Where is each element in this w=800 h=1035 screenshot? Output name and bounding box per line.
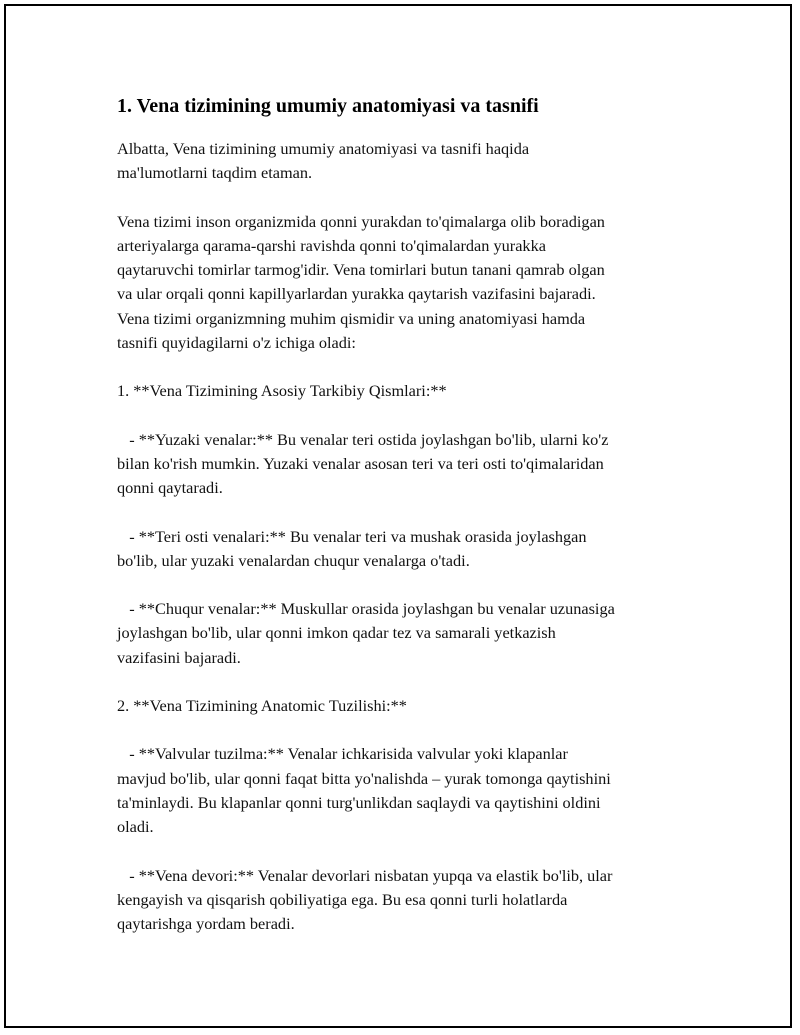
document-body (117, 92, 717, 936)
list-item-subcutaneous-veins: - **Teri osti venalari:** Bu venalar teri va mushak orasida joylashgan bo'lib, ular yuzaki venalardan chuqur venalarga o'tadi. (117, 526, 587, 570)
list-item-valvular-structure: - **Valvular tuzilma:** Venalar ichkarisida valvular yoki klapanlar mavjud bo'lib, ular qonni faqat bitta yo'nalishda – yurak tomonga qaytishini ta'minlaydi. Bu klapanlar qonni turg'unlikdan saqlaydi va qaytishini oldini oladi. (117, 744, 611, 837)
intro-paragraph: Albatta, Vena tizimining umumiy anatomiyasi va tasnifi haqida ma'lumotlarni taqdim etaman. (117, 139, 530, 183)
list-item-superficial-veins: - **Yuzaki venalar:** Bu venalar teri ostida joylashgan bo'lib, ularni ko'z bilan ko'rish mumkin. Yuzaki venalar asosan teri va teri osti to'qimalaridan qonni qaytaradi. (117, 429, 609, 498)
definition-paragraph: Vena tizimi inson organizmida qonni yurakdan to'qimalarga olib boradigan arteriyalarga qarama-qarshi ravishda qonni to'qimalardan yurakka qaytaruvchi tomirlar tarmog'idir. Vena tomirlari butun tanani qamrab olgan va ular orqali qonni kapillyarlardan yurakka qaytarish vazifasini bajaradi. Vena tizimi organizmning muhim qismidir va uning anatomiyasi hamda tasnifi quyidagilarni o'z ichiga oladi: (117, 211, 605, 353)
section-heading-1: 1. **Vena Tizimining Asosiy Tarkibiy Qismlari:** (117, 381, 447, 401)
document-title: 1. Vena tizimining umumiy anatomiyasi va tasnifi (117, 95, 539, 117)
list-item-deep-veins: - **Chuqur venalar:** Muskullar orasida joylashgan bu venalar uzunasiga joylashgan bo'lib, ular qonni imkon qadar tez va samarali yetkazish vazifasini bajaradi. (117, 599, 615, 667)
list-item-vein-wall: - **Vena devori:** Venalar devorlari nisbatan yupqa va elastik bo'lib, ular kengayish va qisqarish qobiliyatiga ega. Bu esa qonni turli holatlarda qaytarishga yordam beradi. (117, 865, 613, 934)
section-heading-2: 2. **Vena Tizimining Anatomic Tuzilishi:** (117, 696, 407, 716)
